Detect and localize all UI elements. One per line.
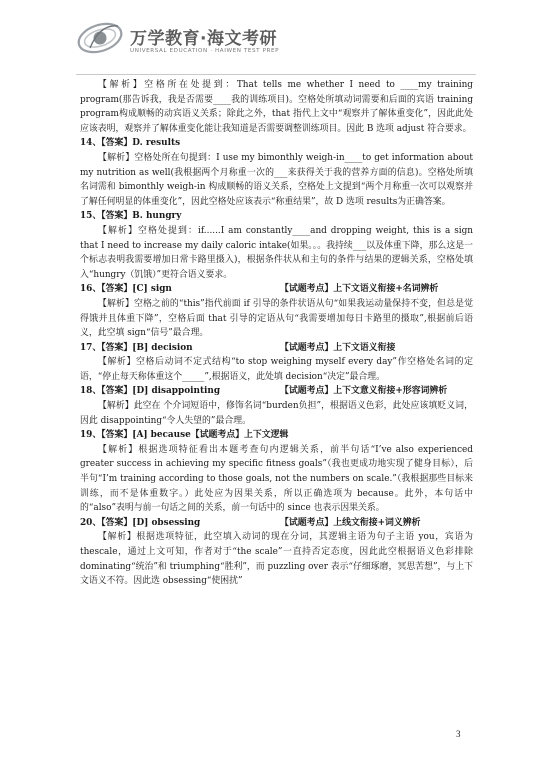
test-point-label: 【试题考点】上线文衔接+词义辨析	[280, 517, 421, 528]
explanation-paragraph: 【解析】空格后动词不定式结构“to stop weighing myself every day”作空格处名词的定语，“停止每天称体重这个_____”,根据语义，此处填 decision“决定”最合理。	[80, 357, 473, 382]
explanation-paragraph: 【解析】空格所在处提到：That tells me whether I need to ____my training program(那告诉我，我是否需要____我的训练项目)。空格处所填动词需要和后面的宾语 training program构成顺畅的动宾语义关系；除此之外，that 指代上文中“观察并了解体重变化”，因此此处应该表明，观察并了解体重变化能让我知道是否需要调整训练项目。因此 B 选项 adjust 符合要求。	[80, 80, 473, 134]
explanation-paragraph: 【解析】空格之前的“this”指代前面 if 引导的条件状语从句“如果我运动量保持不变，但总是觉得饿并且体重下降”，空格后面 that 引导的定语从句“我需要增加每日卡路里的摄取”,根据前后语义，此空填 sign“信号”最合理。	[80, 298, 473, 339]
answer-label: 16、【答案】[C] sign	[80, 284, 172, 295]
test-point-label: 【试题考点】上下文意义衔接+形容词辨析	[280, 386, 448, 397]
explanation-paragraph: 【解析】此空在 个介词短语中，修饰名词“burden负担”，根据语义色彩，此处应该填贬义词，因此 disappointing“令人失望的”最合理。	[80, 401, 473, 426]
question-answer-row	[80, 341, 473, 356]
test-point-label: 【试题考点】上下文语义衔接	[280, 342, 396, 353]
answer-label: 18、【答案】[D] disappointing	[80, 386, 221, 397]
question-answer-heading: 19、【答案】[A] because【试题考点】上下文逻辑	[80, 430, 289, 441]
answer-explanations	[80, 78, 473, 589]
brand-subtitle: UNIVERSAL EDUCATION · HAIWEN TEST PREP	[130, 48, 280, 54]
page-number: 3	[456, 729, 461, 739]
explanation-paragraph: 【解析】根据选项特征看出本题考查句内逻辑关系，前半句话“I’ve also experienced greater success in achieving my specific fitness goals”（我也更成功地实现了健身目标），后半句“I’m training according to those goals, not the numbers on scale.”（我根据那些目标来训练，而不是体重数字。）此处应为因果关系，所以正确选项为 because。此外，本句话中的“also”表明与前一句话之间的关系，前一句话中的 since 也表示因果关系。	[80, 444, 473, 514]
brand-name: 万学教育·海文考研	[130, 29, 277, 49]
brand-logo-icon	[76, 14, 128, 58]
question-answer-heading: 15、【答案】B. hungry	[80, 211, 182, 222]
explanation-paragraph: 【解析】根据选项特征，此空填入动词的现在分词，其逻辑主语为句子主语 you，宾语为 thescale，通过上文可知，作者对于“the scale”一直持否定态度，因此此空根据语义色彩排除 dominating“统治”和 triumphing“胜利”，而 puzzling over 表示“仔细琢磨，冥思苦想”，与上下文语义不符。因此选 obsessing“使困扰”	[80, 532, 473, 587]
explanation-paragraph: 【解析】空格处提到：if......I am constantly____and dropping weight, this is a sign that I need to increase my daily caloric intake(如果。。。我持续___以及体重下降，那么这是一个标志表明我需要增加日常卡路里摄入)，根据条件状从和主句的条件与结果的逻辑关系，空格处填入“hungry（饥饿）”更符合语义要求。	[80, 225, 473, 280]
explanation-paragraph: 【解析】空格处所在句提到：I use my bimonthly weigh-in____to get information about my nutrition as well(我根据两个月称重一次的___来获得关于我的营养方面的信息)。空格处所填名词需和 bimonthly weigh-in 构成顺畅的语义关系，空格处上文提到“两个月称重一次可以观察并了解任何明显的体重变化”，因此空格处应该表示“称重结果”，故 D 选项 results为正确答案。	[80, 152, 473, 207]
question-answer-row	[80, 282, 473, 297]
page-header	[76, 6, 476, 75]
question-answer-heading: 14、【答案】D. results	[80, 138, 181, 149]
question-answer-row	[80, 516, 473, 531]
answer-label: 20、【答案】[D] obsessing	[80, 517, 201, 528]
question-answer-row	[80, 384, 473, 399]
test-point-label: 【试题考点】上下文语义衔接+名词辨析	[280, 284, 439, 295]
answer-label: 17、【答案】[B] decision	[80, 342, 193, 353]
